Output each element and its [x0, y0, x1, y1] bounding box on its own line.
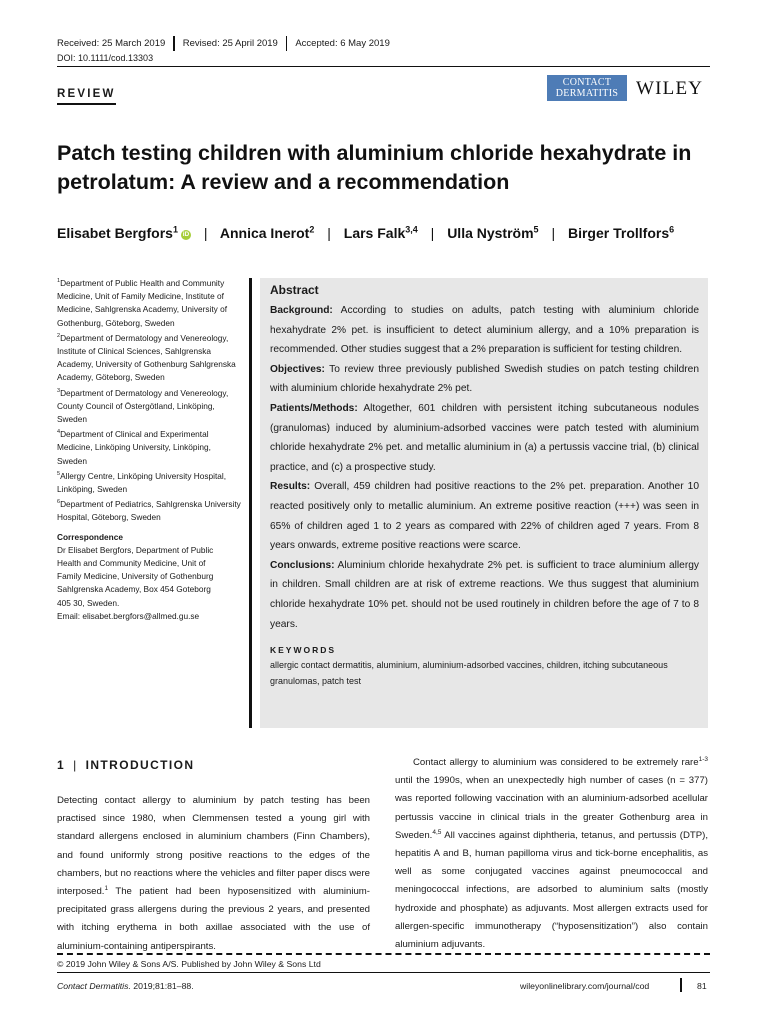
correspondence-heading: Correspondence [57, 531, 123, 542]
author[interactable]: Ulla Nyström$^5$ [447, 224, 539, 241]
section-number: 1 [57, 758, 66, 772]
section-heading [57, 758, 194, 772]
divider [680, 978, 682, 992]
correspondence-line: Sahlgrenska Academy, Box 454 Goteborg [57, 584, 211, 595]
article-dates [57, 36, 398, 51]
received-date: Received: 25 March 2019 [57, 38, 166, 49]
abstract-heading: Abstract [270, 283, 319, 297]
author-separator: | [327, 225, 331, 241]
doi[interactable]: DOI: 10.1111/cod.13303 [57, 53, 154, 63]
journal-logo-line1: CONTACT [562, 77, 612, 88]
body-column-left [57, 792, 370, 956]
citation-ref[interactable]: 4,5 [432, 828, 442, 836]
abstract-section: Background: According to studies on adults, patch testing with aluminium chloride hexahydrate 2% pet. is insufficient to detect aluminium allergy, and a 10% preparation is recommended. Other studies suggest that a 2% preparation is sufficient for testing children. [270, 305, 699, 356]
footer-rule [57, 972, 710, 973]
author-separator: | [203, 225, 208, 241]
citation-ref[interactable]: 1 [104, 884, 109, 892]
correspondence-line: Health and Community Medicine, Unit of [57, 558, 206, 569]
section-separator: | [73, 758, 78, 772]
abstract-section: Patients/Methods: Altogether, 601 children with persistent itching subcutaneous nodules (granulomas) induced by aluminium-adsorbed vaccines were patch tested with aluminium chloride hexahydrate 2% pet. and metallic aluminium in (a) a pertussis vaccine trial, (b) clinical practice, and (c) a prospective study. [270, 402, 699, 473]
affiliation: $^3$Department of Dermatology and Venereology, County Council of Östergötland, Linköping, Sweden [57, 387, 229, 425]
paragraph: Detecting contact allergy to aluminium by patch testing has been practised since 1980, when Clemmensen tested a young girl with standard allergens enclosed in aluminium chambers (Finn Chambers), and found uniformly strong positive reactions to the edges of the chambers, but no reactions where the vehicles and filter paper discs were interposed.$^1$ The patient had been hyposensitized with aluminium-precipitated grass allergens during the previous 2 years, and presented with itching erythema in both axillae associated with the use of aluminium-containing antiperspirants. [57, 795, 370, 952]
page-number: 81 [697, 981, 707, 991]
article-title: Patch testing children with aluminium chloride hexahydrate in petrolatum: A review and a recommendation [57, 141, 692, 194]
author[interactable]: Lars Falk$^{3,4}$ [343, 224, 418, 241]
accepted-date: Accepted: 6 May 2019 [295, 38, 390, 49]
keywords: allergic contact dermatitis, aluminium, aluminium-adsorbed vaccines, children, itching subcutaneous granulomas, patch test [270, 660, 668, 687]
body-column-right [395, 754, 708, 954]
abstract-section: Conclusions: Aluminium chloride hexahydrate 2% pet. is sufficient to trace aluminium allergy in children. Small children are at risk of extreme reactions. We thus suggest that aluminium chloride hexahydrate 10% pet. should not be used routinely in children before the age of 7 to 8 years. [270, 559, 699, 630]
author-list [57, 225, 674, 241]
abstract-body [270, 301, 699, 634]
copyright: © 2019 John Wiley & Sons A/S. Published by John Wiley & Sons Ltd [57, 959, 321, 969]
footer-dashed-rule [57, 953, 710, 955]
correspondence-line: Family Medicine, University of Gothenburg [57, 571, 214, 582]
author[interactable]: Elisabet Bergfors$^1$ [57, 224, 178, 241]
abstract-side-rule [249, 278, 252, 728]
citation-ref[interactable]: 1-3 [698, 755, 708, 763]
journal-logo-line2: DERMATITIS [555, 88, 619, 99]
correspondence-line: Dr Elisabet Bergfors, Department of Public [57, 544, 214, 555]
author[interactable]: Birger Trollfors$^6$ [567, 224, 675, 241]
orcid-icon[interactable]: iD [182, 231, 190, 238]
paragraph: Contact allergy to aluminium was considered to be extremely rare$^{1-3}$ until the 1990s, when an unexpectedly high number of cases (n = 377) was reported following vaccination with an aluminium-adsorbed acellular pertussis vaccine in clinical trials in the greater Gothenburg area in Sweden.$^{4,5}$ All vaccines against diphtheria, tetanus, and pertussis (DTP), hepatitis A and B, human papilloma virus and tick-borne encephalitis, as well as some conjugated vaccines against pneumococcal and meningococcal infections, are adsorbed to aluminium salts (mostly hydroxide and phosphate) as adjuvants. Most allergen extracts used for allergen-specific immunotherapy (“hyposensitization”) also contain aluminium adjuvants. [395, 755, 708, 951]
affiliations [57, 277, 242, 623]
section-title: INTRODUCTION [85, 758, 195, 772]
affiliation: $^2$Department of Dermatology and Venereology, Institute of Clinical Sciences, Sahlgrenska Academy, University of Gothenburg Sahlgrenska Academy, Göteborg, Sweden [57, 332, 236, 383]
revised-date: Revised: 25 April 2019 [182, 38, 278, 49]
citation: Contact Dermatitis. 2019;81:81–88. [57, 981, 194, 991]
affiliation: $^6$Department of Pediatrics, Sahlgrenska University Hospital, Göteborg, Sweden [57, 499, 241, 523]
affiliation: $^1$Department of Public Health and Community Medicine, Unit of Family Medicine, Institute of Medicine, Sahlgrenska Academy, University of Gothenburg, Göteborg, Sweden [57, 278, 228, 328]
affiliation: $^5$Allergy Centre, Linköping University Hospital, Linköping, Sweden [57, 470, 227, 495]
publisher-logo: WILEY [636, 78, 704, 99]
article-type: REVIEW [57, 88, 116, 100]
correspondence-line: 405 30, Sweden. [57, 597, 120, 608]
abstract-section: Objectives: To review three previously published Swedish studies on patch testing children with aluminium chloride hexahydrate 2% pet. [270, 363, 699, 395]
article-type-underline [57, 103, 116, 105]
author-separator: | [551, 225, 556, 241]
journal-url[interactable]: wileyonlinelibrary.com/journal/cod [520, 981, 650, 991]
journal-logo [547, 75, 627, 101]
abstract-box [260, 278, 708, 728]
keywords-heading: KEYWORDS [270, 645, 337, 656]
correspondence-email[interactable]: Email: elisabet.bergfors@allmed.gu.se [57, 610, 200, 621]
author-separator: | [430, 225, 435, 241]
abstract-section: Results: Overall, 459 children had positive reactions to the 2% pet. preparation. Another 10 reacted positively only to metallic aluminium. An extreme positive reaction (+++) was seen in 65% of children aged 1 to 2 years as compared with 22% of children aged 7 years. From 8 years onwards, extreme positive reactions were scarce. [270, 481, 699, 552]
header-rule [57, 66, 710, 67]
affiliation: $^4$Department of Clinical and Experimental Medicine, Linköping University, Linköping, Sweden [57, 429, 211, 466]
author[interactable]: Annica Inerot$^2$ [219, 224, 315, 241]
